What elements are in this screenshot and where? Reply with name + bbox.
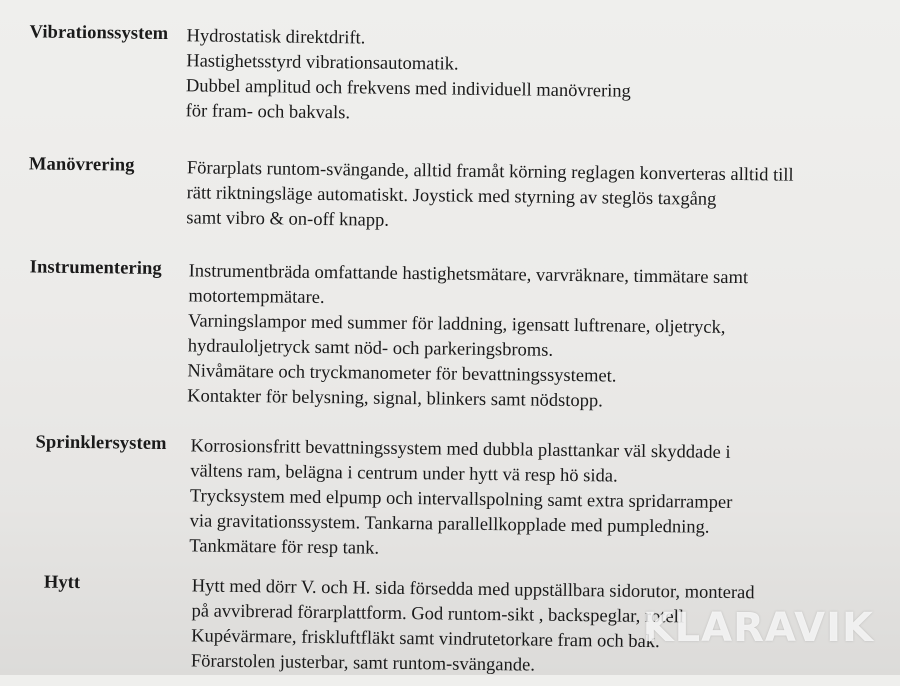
text-line: Varningslampor med summer för laddning, igensatt luftrenare, oljetryck, <box>187 311 726 338</box>
text-line: samt vibro & on-off knapp. <box>186 208 390 231</box>
section-label: Sprinklersystem <box>35 432 167 455</box>
text-line: Nivåmätare och tryckmanometer för bevattningssystemet. <box>187 361 617 387</box>
text-line: på avvibrerad förarplattform. God runtom-sikt , backspeglar, rotell <box>191 601 685 628</box>
section-label: Manövrering <box>28 154 135 176</box>
text-line: Korrosionsfritt bevattningssystem med dubbla plasttankar väl skyddade i <box>190 436 731 463</box>
section-sprinklersystem <box>0 432 895 559</box>
text-line: Förarplats runtom-svängande, alltid framåt körning reglagen konverteras alltid till <box>186 158 794 186</box>
text-line: via gravitationssystem. Tankarna parallellkopplade med pumpledning. <box>189 511 710 538</box>
section-instrumentering <box>0 257 897 412</box>
section-label: Hytt <box>43 572 81 594</box>
section-manovrering <box>0 154 898 231</box>
section-vibrationssystem <box>0 22 900 124</box>
text-line: rätt riktningsläge automatiskt. Joystick med styrning av steglös taxgång <box>186 183 717 210</box>
text-line: Förarstolen justerbar, samt runtom-svängande. <box>190 651 536 676</box>
klaravik-watermark: KLARAVIK <box>642 605 874 651</box>
text-line: Tankmätare för resp tank. <box>189 536 380 559</box>
section-text <box>186 156 794 238</box>
text-line: Trycksystem med elpump och intervallspolning samt extra spridarramper <box>189 486 733 513</box>
section-text <box>189 434 733 566</box>
text-line: Kupévärmare, friskluftfläkt samt vindrutetorkare fram och bak. <box>191 626 660 653</box>
section-label: Instrumentering <box>29 257 162 279</box>
section-label: Vibrationssystem <box>29 22 169 45</box>
section-text <box>185 24 631 129</box>
text-line: Hytt med dörr V. och H. sida försedda med uppställbara sidorutor, monterad <box>191 576 755 604</box>
text-line: Instrumentbräda omfattande hastighetsmätare, varvräknare, timmätare samt <box>188 261 749 289</box>
text-line: Dubbel amplitud och frekvens med individuell manövrering <box>185 76 631 102</box>
text-line: vältens ram, belägna i centrum under hytt vä resp hö sida. <box>190 461 618 487</box>
section-text <box>187 259 748 416</box>
text-line: Kontakter för belysning, signal, blinkers samt nödstopp. <box>187 386 603 412</box>
text-line: motortempmätare. <box>188 286 325 308</box>
text-line: Hydrostatisk direktdrift. <box>186 26 366 49</box>
text-line: för fram- och bakvals. <box>185 101 351 124</box>
text-line: Hastighetsstyrd vibrationsautomatik. <box>186 51 459 75</box>
text-line: hydrauloljetryck samt nöd- och parkeringsbroms. <box>187 336 554 361</box>
